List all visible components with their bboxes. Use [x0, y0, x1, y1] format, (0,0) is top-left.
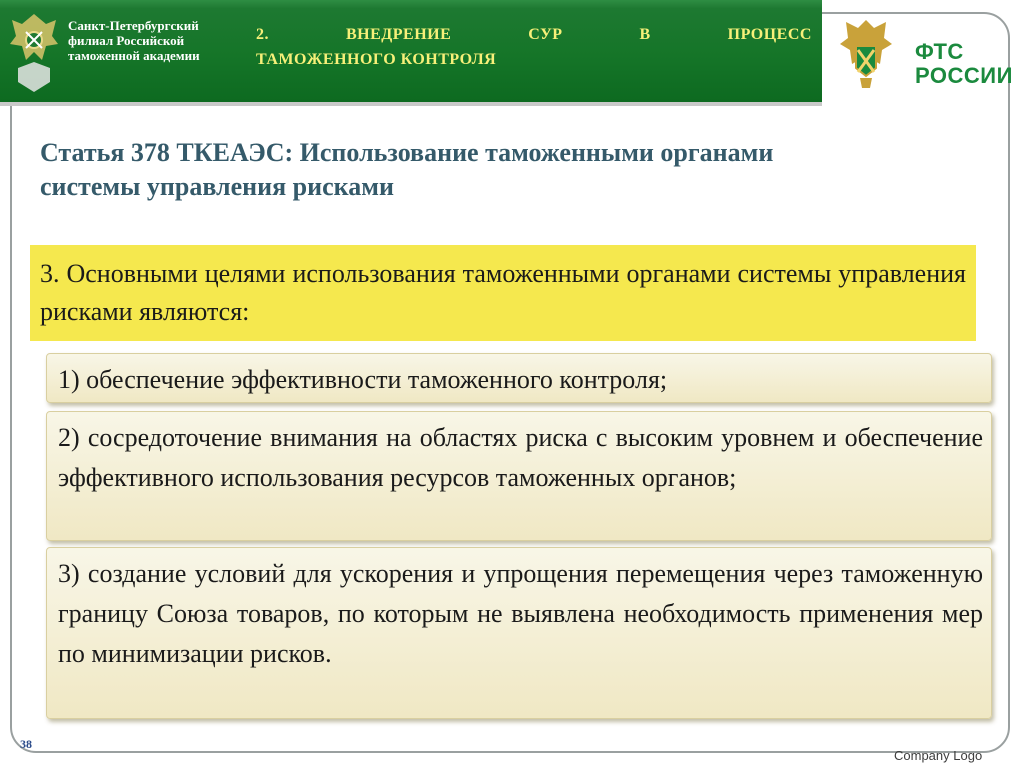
goal-item-1 — [46, 353, 992, 403]
intro-text: 3. Основными целями использования таможенными органами системы управления рисками являются: — [40, 259, 966, 326]
page-number: 38 — [20, 737, 32, 751]
title-word: ПРОЦЕСС — [727, 26, 812, 43]
header-divider — [0, 102, 822, 106]
slide-title — [256, 22, 812, 72]
academy-line: Санкт-Петербургский — [68, 18, 199, 33]
academy-line: филиал Российской — [68, 33, 185, 48]
goal-text: 3) создание условий для ускорения и упрощения перемещения через таможенную границу Союза товаров, по которым не выявлена необходимость применения мер по минимизации рисков. — [58, 559, 983, 668]
academy-line: таможенной академии — [68, 48, 200, 63]
academy-name — [68, 18, 253, 63]
fts-line-2: РОССИИ — [915, 63, 1013, 88]
goal-text: 2) сосредоточение внимания на областях риска с высоким уровнем и обеспечение эффективного использования ресурсов таможенных органов; — [58, 423, 983, 492]
intro-highlight — [30, 245, 976, 341]
fts-emblem-icon — [836, 16, 896, 92]
fts-line-1: ФТС — [915, 39, 964, 64]
goal-item-2 — [46, 411, 992, 541]
title-word: СУР — [528, 26, 563, 43]
fts-logo-text — [915, 40, 1013, 88]
title-word: 2. — [256, 26, 269, 43]
goal-text: 1) обеспечение эффективности таможенного контроля; — [58, 365, 668, 394]
title-line-2: ТАМОЖЕННОГО КОНТРОЛЯ — [256, 51, 497, 68]
article-heading: Статья 378 ТКЕАЭС: Использование таможенными органами системы управления рисками — [40, 138, 774, 201]
goal-item-3 — [46, 547, 992, 719]
title-word: ВНЕДРЕНИЕ — [345, 26, 452, 43]
company-logo-text: Company Logo — [894, 748, 983, 763]
title-word: В — [639, 26, 651, 43]
customs-emblem-icon — [4, 6, 64, 98]
header-band — [0, 0, 822, 102]
